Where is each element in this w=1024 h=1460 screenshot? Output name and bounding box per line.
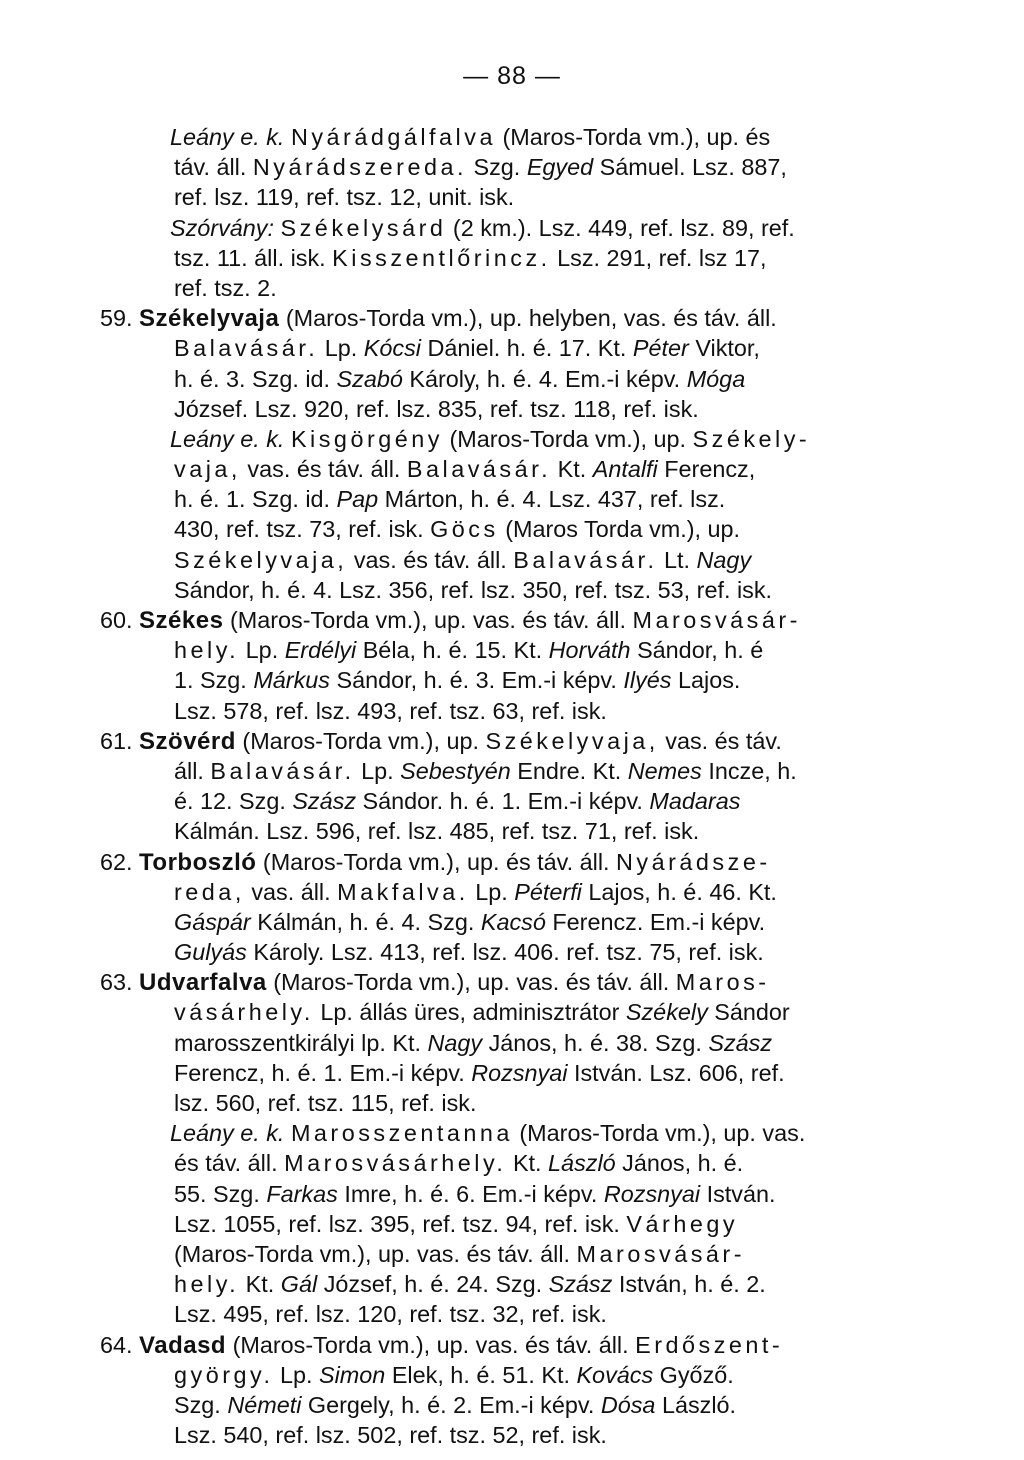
line-1: Leány e. k. Nyárádgálfalva (Maros-Torda vm.), up. és [170,124,771,150]
entry-heading: Székes [139,607,224,634]
entry-63-line-5: lsz. 560, ref. tsz. 115, ref. isk. [174,1090,477,1116]
entry-heading: Székelyvaja [139,305,280,333]
entry-number: 63. [100,969,133,996]
entry-63-line-12: Lsz. 495, ref. lsz. 120, ref. tsz. 32, ref. isk. [174,1301,607,1328]
entry-63-line-6: Leány e. k. Marosszentanna (Maros-Torda vm.), up. vas. [170,1120,806,1147]
entry-59-line-8: 430, ref. tsz. 73, ref. isk. Göcs (Maros Torda vm.), up. [174,516,741,543]
entry-62-line-1: 62. Torboszló (Maros-Torda vm.), up. és táv. áll. Nyárádsze- [100,848,771,876]
entry-63-line-11: hely. Kt. Gál József, h. é. 24. Szg. Szász István, h. é. 2. [174,1271,766,1298]
entry-heading: Szövérd [139,727,236,755]
entry-59-line-6: vaja, vas. és táv. áll. Balavásár. Kt. Antalfi Ferencz, [174,456,756,483]
entry-62-line-3: Gáspár Kálmán, h. é. 4. Szg. Kacsó Ferencz. Em.-i képv. [174,908,766,935]
entry-number: 60. [100,607,133,633]
entry-60-line-3: 1. Szg. Márkus Sándor, h. é. 3. Em.-i képv. Ilyés Lajos. [174,667,741,694]
entry-63-line-8: 55. Szg. Farkas Imre, h. é. 6. Em.-i képv. Rozsnyai István. [174,1180,776,1207]
entry-63-line-7: és táv. áll. Marosvásárhely. Kt. László János, h. é. [174,1150,744,1177]
entry-60-line-2: hely. Lp. Erdélyi Béla, h. é. 15. Kt. Horváth Sándor, h. é [174,637,764,664]
line-6: ref. tsz. 2. [174,274,277,301]
entry-63-line-9: Lsz. 1055, ref. lsz. 395, ref. tsz. 94, ref. isk. Várhegy [174,1210,739,1237]
line-5: tsz. 11. áll. isk. Kisszentlőrincz. Lsz. 291, ref. lsz 17, [174,244,767,271]
entry-61-line-1: 61. Szövérd (Maros-Torda vm.), up. Székelyvaja, vas. és táv. [100,727,782,755]
entry-61-line-2: áll. Balavásár. Lp. Sebestyén Endre. Kt. Nemes Incze, h. [174,757,797,784]
entry-63-line-1: 63. Udvarfalva (Maros-Torda vm.), up. vas. és táv. áll. Maros- [100,969,770,997]
entry-59-line-5: Leány e. k. Kisgörgény (Maros-Torda vm.), up. Székely- [170,425,811,452]
line-2: táv. áll. Nyárádszereda. Szg. Egyed Sámuel. Lsz. 887, [174,154,787,181]
entry-64-line-2: györgy. Lp. Simon Elek, h. é. 51. Kt. Kovács Győző. [174,1361,734,1388]
entry-62-line-4: Gulyás Károly. Lsz. 413, ref. lsz. 406. ref. tsz. 75, ref. isk. [174,939,764,966]
entry-59-line-4: József. Lsz. 920, ref. lsz. 835, ref. tsz. 118, ref. isk. [174,395,699,422]
entry-59-line-9: Székelyvaja, vas. és táv. áll. Balavásár. Lt. Nagy [174,546,752,573]
entry-heading: Vadasd [139,1331,227,1359]
entry-60-line-1: 60. Székes (Maros-Torda vm.), up. vas. és táv. áll. Marosvásár- [100,607,801,634]
line-4: Szórvány: Székelysárd (2 km.). Lsz. 449, ref. lsz. 89, ref. [170,214,795,241]
gazetteer-text [100,122,930,1450]
entry-64-line-1: 64. Vadasd (Maros-Torda vm.), up. vas. és táv. áll. Erdőszent- [100,1331,784,1359]
entry-62-line-2: reda, vas. áll. Makfalva. Lp. Péterfi Lajos, h. é. 46. Kt. [174,878,777,905]
entry-59-line-1: 59. Székelyvaja (Maros-Torda vm.), up. helyben, vas. és táv. áll. [100,305,777,333]
entry-63-line-3: marosszentkirályi lp. Kt. Nagy János, h. é. 38. Szg. Szász [174,1029,773,1056]
entry-heading: Torboszló [139,848,257,876]
entry-64-line-4: Lsz. 540, ref. lsz. 502, ref. tsz. 52, ref. isk. [174,1422,607,1449]
entry-63-line-4: Ferencz, h. é. 1. Em.-i képv. Rozsnyai István. Lsz. 606, ref. [174,1059,785,1086]
entry-59-line-10: Sándor, h. é. 4. Lsz. 356, ref. lsz. 350, ref. tsz. 53, ref. isk. [174,576,773,603]
entry-number: 64. [100,1331,133,1358]
entry-63-line-2: vásárhely. Lp. állás üres, adminisztrátor Székely Sándor [174,999,790,1026]
entry-number: 62. [100,848,133,875]
entry-61-line-4: Kálmán. Lsz. 596, ref. lsz. 485, ref. tsz. 71, ref. isk. [174,818,700,845]
line-3: ref. lsz. 119, ref. tsz. 12, unit. isk. [174,184,515,211]
entry-59-line-7: h. é. 1. Szg. id. Pap Márton, h. é. 4. Lsz. 437, ref. lsz. [174,486,726,513]
entry-60-line-4: Lsz. 578, ref. lsz. 493, ref. tsz. 63, ref. isk. [174,697,607,724]
page-number: — 88 — [463,62,561,90]
entry-64-line-3: Szg. Németi Gergely, h. é. 2. Em.-i képv. Dósa László. [174,1391,737,1418]
entry-63-line-10: (Maros-Torda vm.), up. vas. és táv. áll. Marosvásár- [174,1240,746,1267]
entry-heading: Udvarfalva [139,969,267,997]
entry-number: 59. [100,305,133,332]
entry-61-line-3: é. 12. Szg. Szász Sándor. h. é. 1. Em.-i képv. Madaras [174,788,741,815]
entry-59-line-2: Balavásár. Lp. Kócsi Dániel. h. é. 17. Kt. Péter Viktor, [174,335,760,362]
entry-number: 61. [100,727,133,754]
entry-59-line-3: h. é. 3. Szg. id. Szabó Károly, h. é. 4. Em.-i képv. Móga [174,365,746,392]
